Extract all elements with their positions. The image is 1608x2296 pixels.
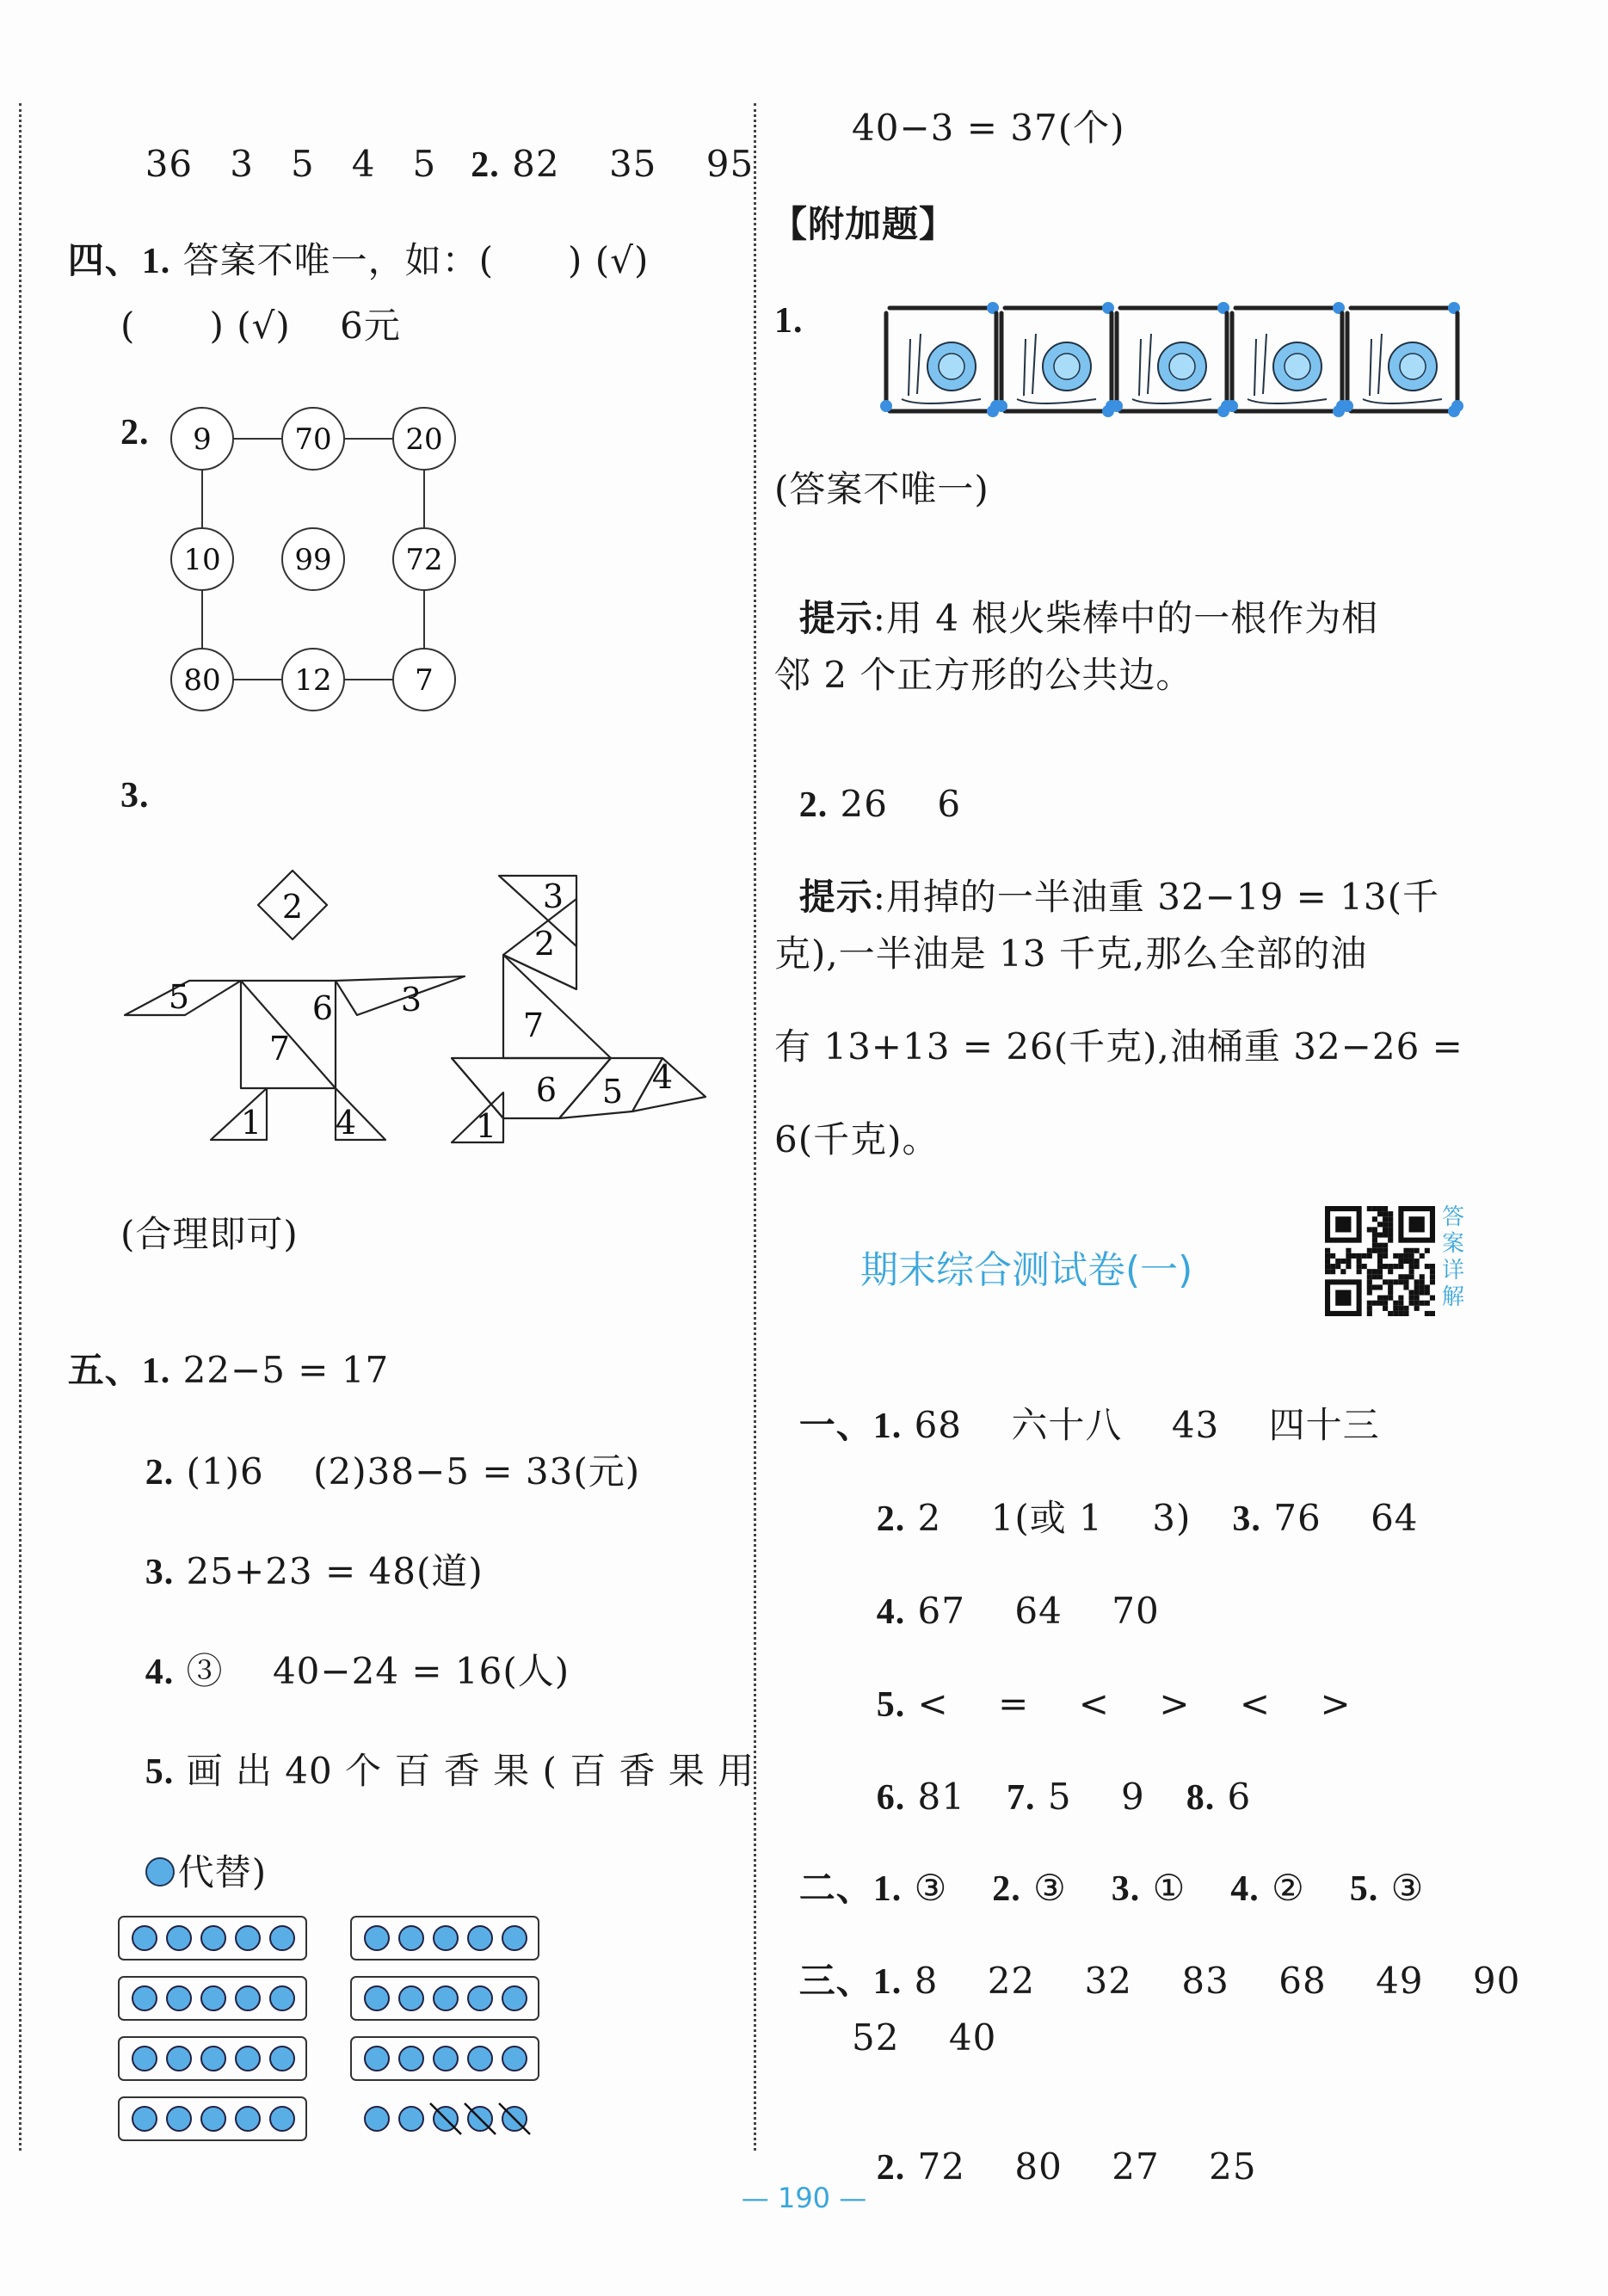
passion-fruit-dot — [434, 2047, 458, 2071]
question-number: 2. — [471, 145, 500, 185]
tangram-label: 3 — [400, 981, 422, 1019]
test-title: 期末综合测试卷(一) — [860, 1248, 1193, 1292]
passion-fruit-dots — [112, 1910, 559, 2159]
snail-antenna-icon — [1254, 334, 1266, 396]
question-number: 5. — [876, 1685, 906, 1725]
snail-antenna-icon — [909, 334, 921, 396]
section-1-q1 — [774, 1371, 1380, 1444]
passion-fruit-dot — [365, 1926, 389, 1950]
answer-text: 答案不唯一，如：( ) (√) — [170, 239, 650, 281]
passion-fruit-dot — [167, 2047, 191, 2071]
tangram-label: 1 — [240, 1104, 262, 1142]
question-number: 4. — [876, 1592, 906, 1632]
question-number: 6. — [876, 1778, 906, 1818]
passion-fruit-dot — [236, 1926, 260, 1950]
circle-number: 72 — [405, 543, 443, 577]
hint-2-line2: 克),一半油是 13 千克,那么全部的油 — [774, 933, 1368, 975]
passion-fruit-dot — [167, 1926, 191, 1950]
answer-values: 82 35 95 — [499, 143, 755, 185]
tangram-label: 4 — [651, 1058, 674, 1096]
question-number: 3. — [145, 1553, 175, 1592]
circle-number: 12 — [294, 663, 332, 698]
answer-note: (答案不唯一) — [774, 468, 989, 510]
section-4-q1-line2: ( ) (√) 6元 — [120, 305, 401, 347]
tangram-figures — [112, 860, 731, 1170]
question-number: 1. — [141, 242, 171, 281]
extra-q2 — [774, 750, 961, 823]
tangram-label: 7 — [268, 1030, 291, 1068]
answer-choice: ③ — [914, 1867, 948, 1909]
question-number: 7. — [1007, 1778, 1036, 1818]
passion-fruit-dot — [365, 2107, 389, 2131]
question-number: 8. — [1186, 1778, 1216, 1818]
answer-text: < = < > < > — [905, 1683, 1352, 1725]
section-label: 四、 — [67, 242, 142, 281]
question-number: 5. — [145, 1752, 175, 1792]
passion-fruit-dot — [132, 2107, 157, 2131]
section-4-q1 — [43, 206, 649, 280]
answer-text: 5 9 — [1035, 1776, 1145, 1818]
section-label: 二、 — [798, 1869, 873, 1909]
answer-text: 画 出 40 个 百 香 果 ( 百 香 果 用 — [174, 1750, 755, 1792]
tangram-label: 2 — [281, 888, 304, 926]
section-1-q5 — [852, 1650, 1352, 1723]
passion-fruit-dot — [468, 1986, 492, 2010]
passion-fruit-dot — [201, 1986, 225, 2010]
snail-antenna-icon — [1370, 334, 1382, 396]
number-circle-grid — [155, 404, 482, 714]
match-head-icon — [1341, 400, 1353, 412]
answer-text: 8 22 32 83 68 49 90 — [902, 1960, 1521, 2002]
tangram-label: 6 — [535, 1071, 558, 1109]
answer-text: 76 64 — [1260, 1497, 1419, 1539]
circle-number: 9 — [193, 422, 212, 457]
hint-text: :用掉的一半油重 32−19 = 13(千 — [872, 876, 1440, 918]
tangram-label: 7 — [522, 1006, 545, 1044]
answer-row-0 — [120, 110, 754, 183]
question-number: 1. — [872, 1407, 903, 1446]
tangram-label: 1 — [475, 1107, 497, 1145]
answer-text: 68 六十八 43 四十三 — [902, 1404, 1380, 1446]
section-1-q2-q3 — [852, 1464, 1419, 1537]
section-label: 三、 — [798, 1962, 873, 2002]
section-label: 一、 — [798, 1407, 873, 1446]
passion-fruit-dot — [365, 1986, 389, 2010]
passion-fruit-dot — [270, 2107, 294, 2131]
answer-text: 67 64 70 — [905, 1590, 1160, 1632]
answer-text: 25+23 = 48(道) — [174, 1550, 484, 1592]
question-number: 4. — [1230, 1869, 1260, 1909]
answer-text: 72 80 27 25 — [905, 2145, 1257, 2188]
snail-body-icon — [1248, 399, 1327, 403]
circle-number: 70 — [294, 422, 332, 457]
section-1-q6-q8 — [852, 1743, 1251, 1816]
tangram-piece-b7 — [503, 955, 611, 1058]
question-number: 5. — [1349, 1869, 1379, 1909]
matchstick-snail-squares — [878, 301, 1471, 422]
question-number: 1. — [872, 1962, 903, 2002]
hint-2-line4: 6(千克)。 — [774, 1118, 940, 1160]
answer-choice: ② — [1272, 1867, 1305, 1909]
passion-fruit-dot — [270, 2047, 294, 2071]
answer-choice: ① — [1152, 1867, 1186, 1909]
passion-fruit-dot — [270, 1986, 294, 2010]
passion-fruit-dot — [236, 2047, 260, 2071]
passion-fruit-dot — [236, 1986, 260, 2010]
answer-text: (1)6 (2)38−5 = 33(元) — [174, 1450, 641, 1493]
passion-fruit-dot — [468, 2047, 492, 2071]
answer-choice: ③ — [1033, 1867, 1067, 1909]
answer-text: ③ 40−24 = 16(人) — [174, 1650, 570, 1692]
answer-row-0-right: 40−3 = 37(个) — [852, 107, 1125, 149]
circle-number: 20 — [405, 422, 443, 457]
passion-fruit-dot — [132, 1926, 157, 1950]
question-number: 2. — [798, 785, 829, 825]
question-number: 1. — [774, 301, 804, 341]
passion-fruit-dot — [201, 2107, 225, 2131]
snail-body-icon — [902, 399, 981, 403]
passion-fruit-dot — [201, 1926, 225, 1950]
section-3-q1-line2: 52 40 — [852, 2016, 997, 2059]
answer-text: 81 — [905, 1776, 965, 1818]
circle-number: 99 — [294, 543, 332, 577]
match-head-icon — [880, 400, 892, 412]
question-number: 1. — [141, 1351, 171, 1391]
answer-values: 36 3 5 4 5 — [145, 143, 437, 185]
answer-text: 6 — [1215, 1776, 1252, 1818]
hint-label: 提示 — [798, 597, 873, 639]
hint-1-line1 — [774, 564, 1378, 637]
answer-text: 代替) — [177, 1851, 268, 1893]
section-5-q4 — [120, 1617, 570, 1690]
passion-fruit-dot — [167, 1986, 191, 2010]
tangram-label: 4 — [335, 1104, 357, 1142]
left-margin-line — [19, 103, 22, 2151]
snail-body-icon — [1363, 399, 1442, 403]
passion-fruit-dot — [468, 1926, 492, 1950]
answer-text: 2 1(或 1 3) — [905, 1497, 1192, 1539]
answer-choice: ③ — [1390, 1867, 1425, 1909]
section-5-q3 — [120, 1517, 484, 1591]
answer-text: 26 6 — [828, 783, 962, 825]
section-5-q5 — [120, 1717, 755, 1790]
hint-1-line2: 邻 2 个正方形的公共边。 — [774, 654, 1193, 696]
hint-label: 提示 — [798, 876, 873, 918]
section-5-q1 — [43, 1316, 389, 1389]
circle-number: 7 — [415, 663, 434, 698]
match-head-icon — [1451, 400, 1463, 412]
section-3-q2 — [852, 2113, 1257, 2186]
answer-text: 22−5 = 17 — [170, 1349, 390, 1391]
passion-fruit-dot — [270, 1926, 294, 1950]
section-2 — [774, 1834, 1424, 1907]
snail-antenna-icon — [1024, 334, 1036, 396]
snail-body-icon — [1017, 399, 1096, 403]
tangram-label: 2 — [533, 925, 556, 963]
qr-code-icon[interactable] — [1325, 1206, 1435, 1316]
passion-fruit-dot — [502, 1926, 527, 1950]
snail-body-icon — [1132, 399, 1211, 403]
qr-label: 答案详解 — [1442, 1204, 1465, 1310]
section-5-q2 — [120, 1418, 640, 1491]
passion-fruit-dot — [502, 2047, 527, 2071]
passion-fruit-dot — [167, 2107, 191, 2131]
passion-fruit-dot — [132, 1986, 157, 2010]
circle-number: 80 — [183, 663, 221, 698]
section-3-q1 — [774, 1927, 1520, 2000]
blue-dot-icon — [145, 1857, 175, 1887]
passion-fruit-dot — [399, 1986, 423, 2010]
passion-fruit-dot — [236, 2107, 260, 2131]
section-1-q4 — [852, 1557, 1160, 1630]
tangram-label: 5 — [601, 1073, 624, 1111]
hint-text: :用 4 根火柴棒中的一根作为相 — [872, 597, 1379, 639]
tangram-label: 3 — [542, 877, 564, 915]
question-number: 1. — [872, 1869, 903, 1909]
column-divider — [754, 103, 756, 2151]
tangram-label: 5 — [168, 978, 190, 1016]
passion-fruit-dot — [434, 1986, 458, 2010]
page-number: — 190 — — [741, 2182, 867, 2214]
match-head-icon — [1111, 400, 1123, 412]
passion-fruit-dot — [201, 2047, 225, 2071]
passion-fruit-dot — [399, 2107, 423, 2131]
tangram-label: 6 — [311, 989, 334, 1027]
question-number: 3. — [1232, 1499, 1261, 1539]
passion-fruit-dot — [132, 2047, 157, 2071]
match-head-icon — [1226, 400, 1238, 412]
hint-2-line3: 有 13+13 = 26(千克),油桶重 32−26 = — [774, 1025, 1463, 1068]
passion-fruit-dot — [365, 2047, 389, 2071]
question-number: 2. — [145, 1453, 175, 1493]
section-5-q5-line2 — [120, 1819, 267, 1891]
question-number: 2. — [120, 413, 150, 452]
question-number: 2. — [992, 1869, 1021, 1909]
match-head-icon — [995, 400, 1007, 412]
passion-fruit-dot — [399, 2047, 423, 2071]
passion-fruit-dot — [434, 1926, 458, 1950]
circle-number: 10 — [183, 543, 221, 577]
question-number: 2. — [876, 1499, 906, 1539]
passion-fruit-dot — [399, 1926, 423, 1950]
question-number: 4. — [145, 1653, 175, 1692]
snail-antenna-icon — [1139, 334, 1151, 396]
question-number: 3. — [120, 776, 150, 816]
question-number: 3. — [1111, 1869, 1141, 1909]
question-number: 2. — [876, 2148, 906, 2188]
reasonable-note: (合理即可) — [120, 1213, 299, 1255]
hint-2-line1 — [774, 843, 1440, 918]
extra-section-title: 【附加题】 — [771, 203, 957, 245]
passion-fruit-dot — [502, 1986, 527, 2010]
section-label: 五、 — [67, 1351, 142, 1391]
